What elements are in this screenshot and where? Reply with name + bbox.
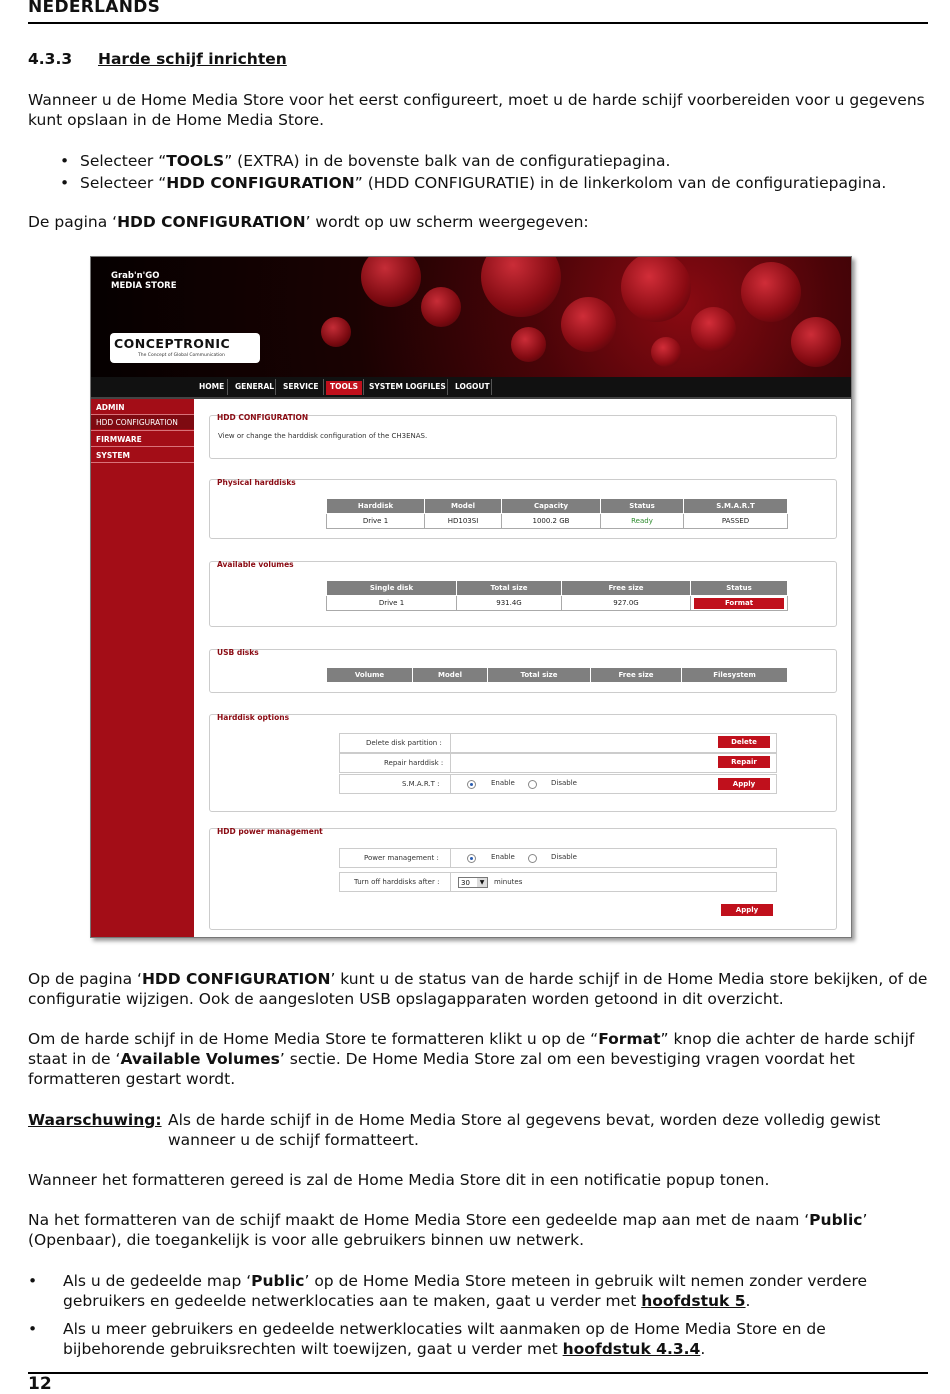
warning-text: Als de harde schijf in de Home Media Store al gegevens bevat, worden deze volledig gewist wanneer u de schijf formatteert.: [168, 1111, 881, 1149]
section-number: 4.3.3: [28, 50, 73, 68]
link-chapter-5[interactable]: hoofdstuk 5: [641, 1292, 746, 1310]
power-apply-button[interactable]: Apply: [721, 904, 773, 916]
format-button[interactable]: Format: [694, 598, 784, 609]
document-header-language: NEDERLANDS: [28, 0, 161, 17]
power-management-label: Power management :: [364, 854, 439, 862]
usb-disks-table: [326, 667, 788, 683]
hdd-configuration-screenshot: [90, 256, 852, 938]
page-number: 12: [28, 1374, 52, 1394]
pm-disable-label: Disable: [551, 853, 577, 861]
paragraph-notification: Wanneer het formatteren gereed is zal de Home Media Store dit in een notificatie popup tonen.: [28, 1171, 770, 1189]
physical-harddisks-title: Physical harddisks: [217, 478, 296, 487]
table-row: [327, 514, 788, 529]
column-header: Status: [601, 499, 684, 514]
turn-off-select[interactable]: 30 ▼: [458, 877, 488, 888]
column-header: Free size: [591, 668, 682, 683]
turn-off-label: Turn off harddisks after :: [354, 878, 440, 886]
delete-button[interactable]: Delete: [718, 736, 770, 748]
cell: 927.0G: [562, 596, 691, 611]
chevron-down-icon: ▼: [477, 878, 487, 887]
column-header: Status: [691, 581, 788, 596]
cell: PASSED: [684, 514, 788, 529]
conceptronic-logo: CONCEPTRONIC The Concept of Global Communication: [110, 333, 260, 363]
column-header: Capacity: [502, 499, 601, 514]
column-header: Filesystem: [682, 668, 788, 683]
repair-harddisk-label: Repair harddisk :: [384, 759, 444, 767]
list-item: Als u de gedeelde map ‘Public’ op de Home Media Store meteen in gebruik wilt nemen zonder verdere gebruikers en gedeelde netwerklocaties aan te maken, gaat u verder met hoofdstuk 5.: [63, 1272, 868, 1310]
usb-disks-title: USB disks: [217, 648, 259, 657]
list-item: Als u meer gebruikers en gedeelde netwerklocaties wilt aanmaken op de Home Media Store en de bijbehorende gebruiksrechten wilt toewijzen, gaat u verder met hoofdstuk 4.3.4.: [63, 1320, 826, 1358]
link-chapter-4-3-4[interactable]: hoofdstuk 4.3.4: [562, 1340, 701, 1358]
nav-system-logfiles[interactable]: SYSTEM LOGFILES: [369, 382, 446, 391]
brand-logo-text: Grab'n'GO MEDIA STORE: [111, 271, 177, 291]
cell: Drive 1: [327, 514, 425, 529]
left-menu: [91, 399, 194, 937]
cell: HD103SI: [425, 514, 502, 529]
smart-disable-radio[interactable]: [528, 780, 537, 789]
delete-partition-label: Delete disk partition :: [366, 739, 442, 747]
column-header: Model: [413, 668, 488, 683]
column-header: Single disk: [327, 581, 457, 596]
pm-enable-radio[interactable]: [467, 854, 476, 863]
section-title: Harde schijf inrichten: [98, 50, 287, 68]
table-row: [327, 596, 788, 611]
top-nav: [91, 377, 851, 399]
power-management-title: HDD power management: [217, 827, 323, 836]
column-header: Free size: [562, 581, 691, 596]
intro-paragraph: Wanneer u de Home Media Store voor het eerst configureert, moet u de harde schijf voorbereiden voor u gegevens kunt opslaan in de Home Media Store.: [28, 91, 925, 129]
repair-harddisk-row: [339, 753, 777, 773]
left-item-admin[interactable]: ADMIN: [96, 403, 125, 412]
nav-general[interactable]: GENERAL: [235, 382, 275, 391]
left-item-firmware[interactable]: FIRMWARE: [96, 435, 142, 444]
header-rule: [28, 22, 928, 24]
smart-disable-label: Disable: [551, 779, 577, 787]
steps-list: [56, 151, 926, 193]
smart-apply-button[interactable]: Apply: [718, 778, 770, 790]
pm-disable-radio[interactable]: [528, 854, 537, 863]
nav-home[interactable]: HOME: [199, 382, 225, 391]
banner: [91, 257, 851, 377]
column-header: Harddisk: [327, 499, 425, 514]
nav-logout[interactable]: LOGOUT: [455, 382, 490, 391]
available-volumes-title: Available volumes: [217, 560, 294, 569]
hdd-config-description: View or change the harddisk configuration of the CH3ENAS.: [218, 432, 428, 440]
turn-off-row: [339, 872, 777, 892]
smart-label: S.M.A.R.T :: [402, 780, 440, 788]
delete-partition-row: [339, 733, 777, 753]
repair-button[interactable]: Repair: [718, 756, 770, 768]
column-header: Total size: [488, 668, 591, 683]
cell: 1000.2 GB: [502, 514, 601, 529]
left-item-hdd-configuration[interactable]: HDD CONFIGURATION: [96, 418, 178, 427]
footer-rule: [28, 1372, 928, 1374]
harddisk-options-title: Harddisk options: [217, 713, 290, 722]
paragraph-public-share: Na het formatteren van de schijf maakt de Home Media Store een gedeelde map aan met de naam ‘Public’ (Openbaar), die toegankelijk is voor alle gebruikers binnen uw netwerk.: [28, 1211, 868, 1249]
page-shown-sentence: De pagina ‘HDD CONFIGURATION’ wordt op uw scherm weergegeven:: [28, 213, 589, 231]
paragraph-status: Op de pagina ‘HDD CONFIGURATION’ kunt u de status van de harde schijf in de Home Media store bekijken, of de configuratie wijzigen. Ook de aangesloten USB opslagapparaten worden getoond in dit overzicht.: [28, 970, 928, 1008]
cell: Drive 1: [327, 596, 457, 611]
step-item: • Selecteer “TOOLS” (EXTRA) in de bovenste balk van de configuratiepagina.: [56, 151, 926, 171]
minutes-label: minutes: [494, 878, 523, 886]
status-ready: Ready: [601, 514, 684, 529]
warning-label: Waarschuwing:: [28, 1111, 162, 1129]
column-header: Volume: [327, 668, 413, 683]
cell: 931.4G: [457, 596, 562, 611]
physical-harddisks-table: [326, 498, 788, 529]
available-volumes-table: [326, 580, 788, 611]
column-header: Total size: [457, 581, 562, 596]
step-item: • Selecteer “HDD CONFIGURATION” (HDD CONFIGURATIE) in de linkerkolom van de configuratiepagina.: [56, 173, 926, 193]
paragraph-format: Om de harde schijf in de Home Media Store te formatteren klikt u op de “Format” knop die achter de harde schijf staat in de ‘Available Volumes’ sectie. De Home Media Store zal om een bevestiging vragen voordat het formatteren gestart wordt.: [28, 1030, 915, 1088]
smart-enable-radio[interactable]: [467, 780, 476, 789]
nav-service[interactable]: SERVICE: [283, 382, 319, 391]
smart-enable-label: Enable: [491, 779, 515, 787]
column-header: S.M.A.R.T: [684, 499, 788, 514]
pm-enable-label: Enable: [491, 853, 515, 861]
column-header: Model: [425, 499, 502, 514]
hdd-config-title: HDD CONFIGURATION: [217, 413, 309, 422]
left-item-system[interactable]: SYSTEM: [96, 451, 130, 460]
nav-tools[interactable]: TOOLS: [326, 381, 362, 395]
